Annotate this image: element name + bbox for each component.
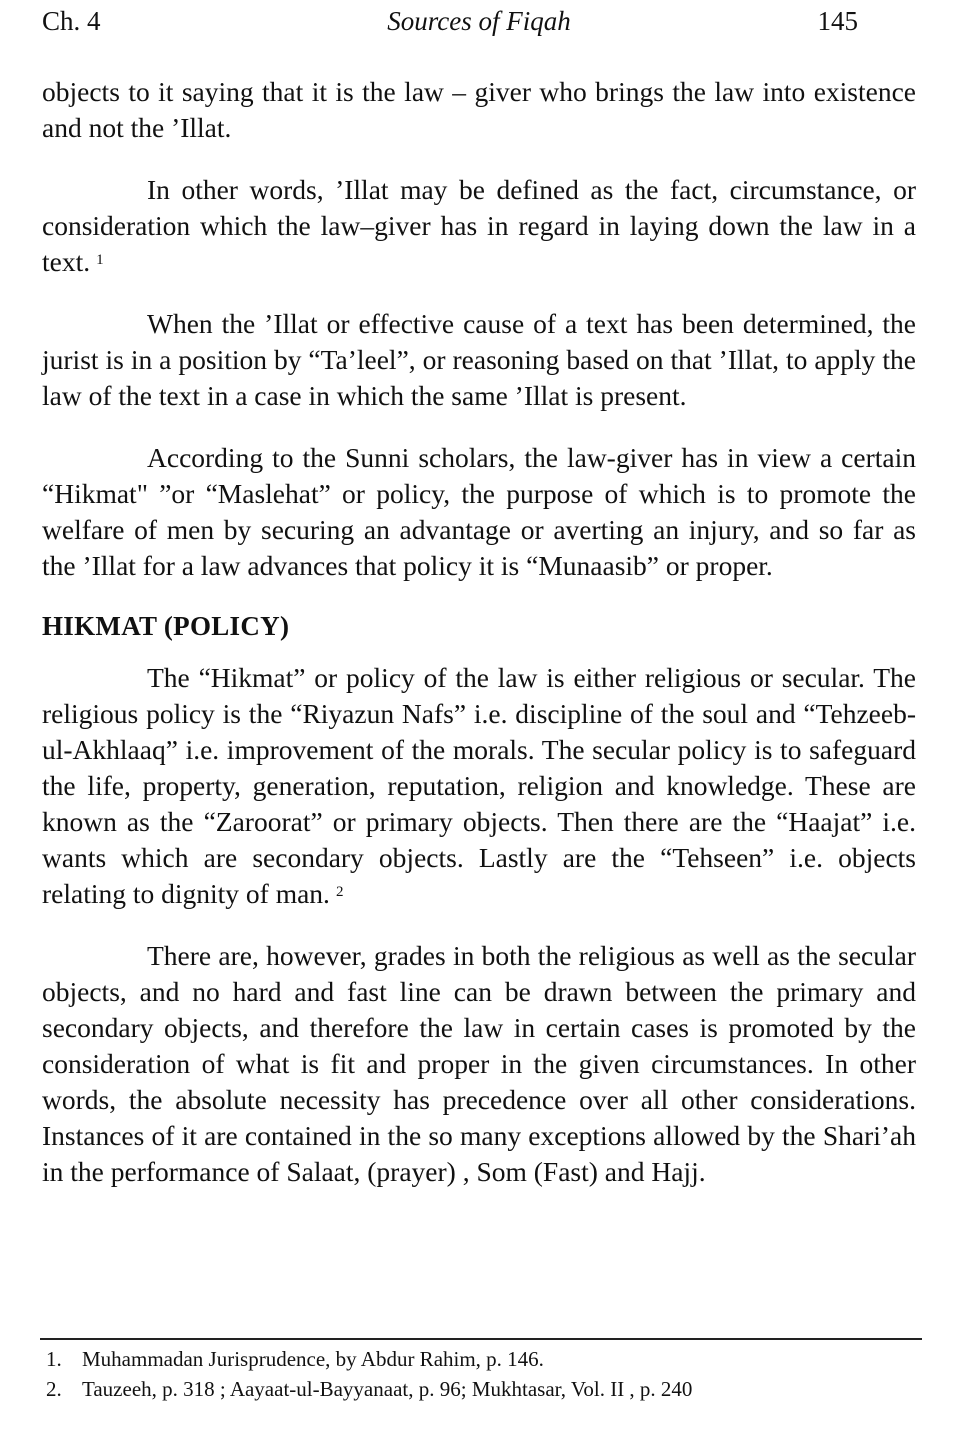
footnote-1-number: 1. bbox=[46, 1347, 62, 1371]
paragraph-6: There are, however, grades in both the religious as well as the secular objects, and no hard and fast line can be drawn between the primary and secondary objects, and therefore the law in certain cases is promoted by the consideration of what is fit and proper in the given circumstances. In other words, the absolute necessity has precedence over all other considerations. Instances of it are contained in the so many exceptions allowed by the Shari’ah in the performance of Salaat, (prayer) , Som (Fast) and Hajj. bbox=[42, 940, 916, 1187]
footnote-1-text: Muhammadan Jurisprudence, by Abdur Rahim, p. 146. bbox=[82, 1347, 544, 1371]
paragraph-1: objects to it saying that it is the law – giver who brings the law into existence and not the ’Illat. bbox=[42, 76, 916, 143]
footnote-divider bbox=[40, 1338, 922, 1340]
book-title: Sources of Fiqah bbox=[387, 6, 571, 36]
paragraph-5-text: The “Hikmat” or policy of the law is either religious or secular. The religious policy is the “Riyazun Nafs” i.e. discipline of the soul and “Tehzeeb-ul-Akhlaaq” i.e. improvement of the morals. The secular policy is to safeguard the life, property, generation, reputation, religion and knowledge. These are known as the “Zaroorat” or primary objects. Then there are the “Haajat” i.e. wants which are secondary objects. Lastly are the “Tehseen” i.e. objects relating to dignity of man. bbox=[42, 662, 916, 909]
footnote-1 bbox=[46, 1344, 916, 1374]
footnote-2-text: Tauzeeh, p. 318 ; Aayaat-ul-Bayyanaat, p. 96; Mukhtasar, Vol. II , p. 240 bbox=[82, 1377, 693, 1401]
running-header bbox=[42, 6, 916, 40]
paragraph-2-text: In other words, ’Illat may be defined as the fact, circumstance, or consideration which the law–giver has in regard in laying down the law in a text. bbox=[42, 174, 916, 277]
footnotes bbox=[46, 1344, 916, 1404]
footnote-2 bbox=[46, 1374, 916, 1404]
paragraph-5 bbox=[42, 660, 916, 912]
paragraph-3: When the ’Illat or effective cause of a text has been determined, the jurist is in a position by “Ta’leel”, or reasoning based on that ’Illat, to apply the law of the text in a case in which the same ’Illat is present. bbox=[42, 308, 916, 411]
footnote-ref-1: 1 bbox=[96, 252, 104, 268]
paragraph-4: According to the Sunni scholars, the law-giver has in view a certain “Hikmat" ”or “Maslehat” or policy, the purpose of which is to promote the welfare of men by securing an advantage or averting an injury, and so far as the ’Illat for a law advances that policy it is “Munaasib” or proper. bbox=[42, 442, 916, 581]
body-text bbox=[42, 74, 916, 1190]
page-number: 145 bbox=[817, 6, 858, 36]
footnote-2-number: 2. bbox=[46, 1377, 62, 1401]
paragraph-2 bbox=[42, 172, 916, 280]
footnote-ref-2: 2 bbox=[335, 884, 344, 900]
section-heading: HIKMAT (POLICY) bbox=[42, 611, 290, 641]
chapter-label: Ch. 4 bbox=[42, 6, 101, 36]
